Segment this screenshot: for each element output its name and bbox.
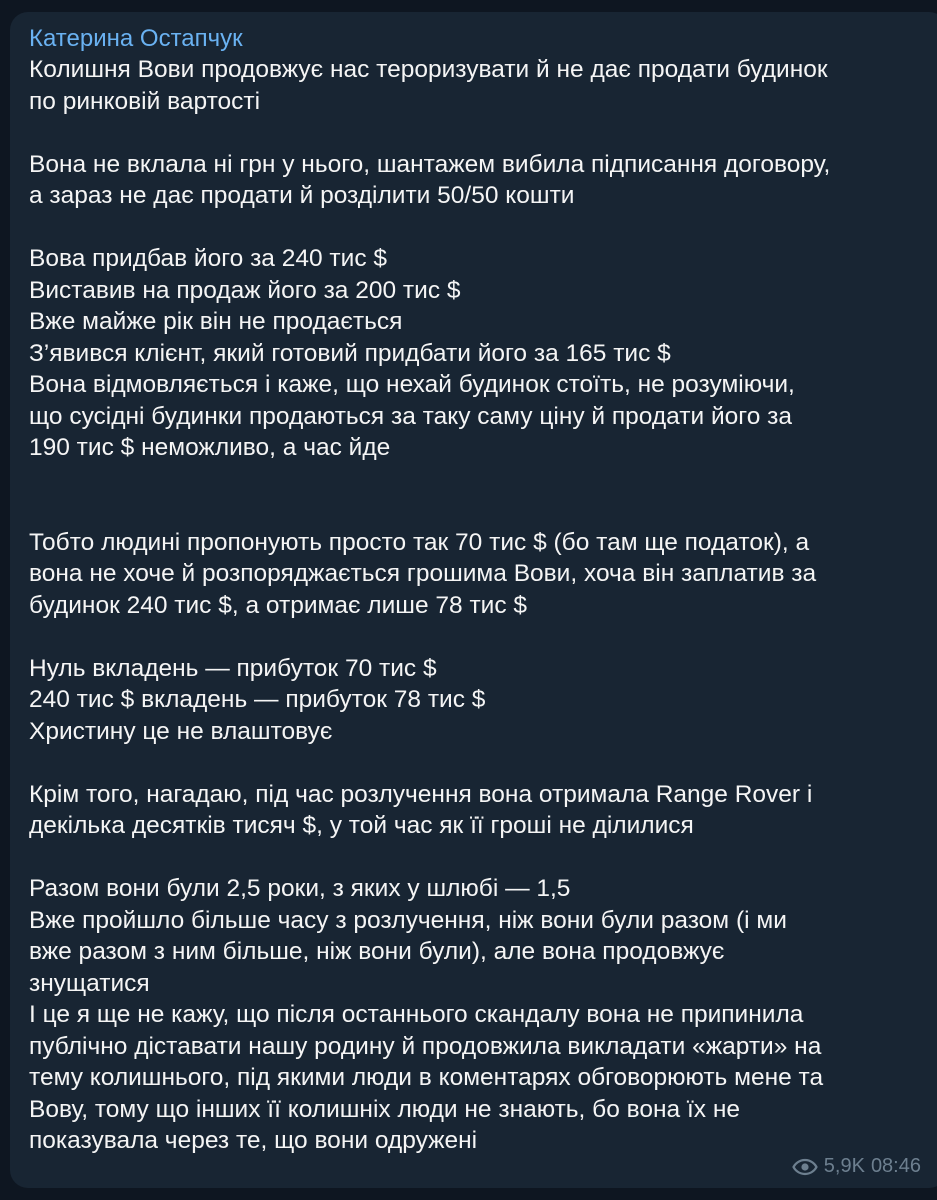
message-line: а зараз не дає продати й розділити 50/50 кошти [29, 182, 575, 209]
message-line: І це я ще не кажу, що після останнього скандалу вона не припинила [29, 1001, 804, 1028]
message-line [29, 464, 937, 496]
message-line: 190 тис $ неможливо, а час йде [29, 434, 391, 461]
message-meta [792, 1155, 921, 1178]
message-line: З’явився клієнт, який готовий придбати його за 165 тис $ [29, 339, 671, 367]
eye-icon [792, 1158, 818, 1176]
message-line: публічно діставати нашу родину й продовжила викладати «жарти» на [29, 1032, 822, 1060]
message-line [29, 117, 937, 149]
message-line: Вову, тому що інших її колишніх люди не знають, бо вона їх не [29, 1095, 740, 1123]
message-line [29, 621, 937, 653]
message-line: тему колишнього, під якими люди в коментарях обговорюють мене та [29, 1064, 824, 1091]
message-line [29, 842, 937, 874]
message-line: знущатися [29, 969, 150, 997]
message-line: Виставив на продаж його за 200 тис $ [29, 276, 461, 304]
message-line: Вже пройшло більше часу з розлучення, ніж вони були разом (і ми [29, 906, 787, 934]
message-line: будинок 240 тис $, а отримає лише 78 тис $ [29, 591, 528, 619]
message-line: Нуль вкладень — прибуток 70 тис $ [29, 654, 437, 682]
message-line: Тобто людині пропонують просто так 70 тис $ (бо там ще податок), а [29, 528, 810, 556]
message-text [29, 54, 937, 1157]
message-line: Вже майже рік він не продається [29, 308, 403, 335]
message-line [29, 495, 937, 527]
message-line [29, 212, 937, 244]
message-line: Вона відмовляється і каже, що нехай будинок стоїть, не розуміючи, [29, 371, 795, 398]
message-author[interactable]: Катерина Остапчук [29, 25, 243, 52]
message-bubble[interactable] [10, 12, 937, 1188]
message-line: Вона не вклала ні грн у нього, шантажем вибила підписання договору, [29, 150, 831, 178]
message-line: Разом вони були 2,5 роки, з яких у шлюбі — 1,5 [29, 875, 571, 902]
message-line: вже разом з ним більше, ніж вони були), але вона продовжує [29, 938, 725, 965]
message-line: Вова придбав його за 240 тис $ [29, 245, 388, 272]
message-line: 240 тис $ вкладень — прибуток 78 тис $ [29, 686, 486, 713]
message-line: Христину це не влаштовує [29, 717, 333, 745]
message-line: по ринковій вартості [29, 87, 261, 115]
message-line: декілька десятків тисяч $, у той час як її гроші не ділилися [29, 812, 694, 839]
view-count: 5,9K [823, 1155, 865, 1177]
message-line: що сусідні будинки продаються за таку саму ціну й продати його за [29, 402, 792, 430]
message-line: Колишня Вови продовжує нас тероризувати й не дає продати будинок [29, 56, 828, 83]
message-time: 08:46 [870, 1155, 921, 1177]
message-line: вона не хоче й розпоряджається грошима Вови, хоча він заплатив за [29, 560, 817, 587]
message-line [29, 747, 937, 779]
message-line: показувала через те, що вони одружені [29, 1127, 478, 1154]
message-line: Крім того, нагадаю, під час розлучення вона отримала Range Rover і [29, 780, 813, 808]
